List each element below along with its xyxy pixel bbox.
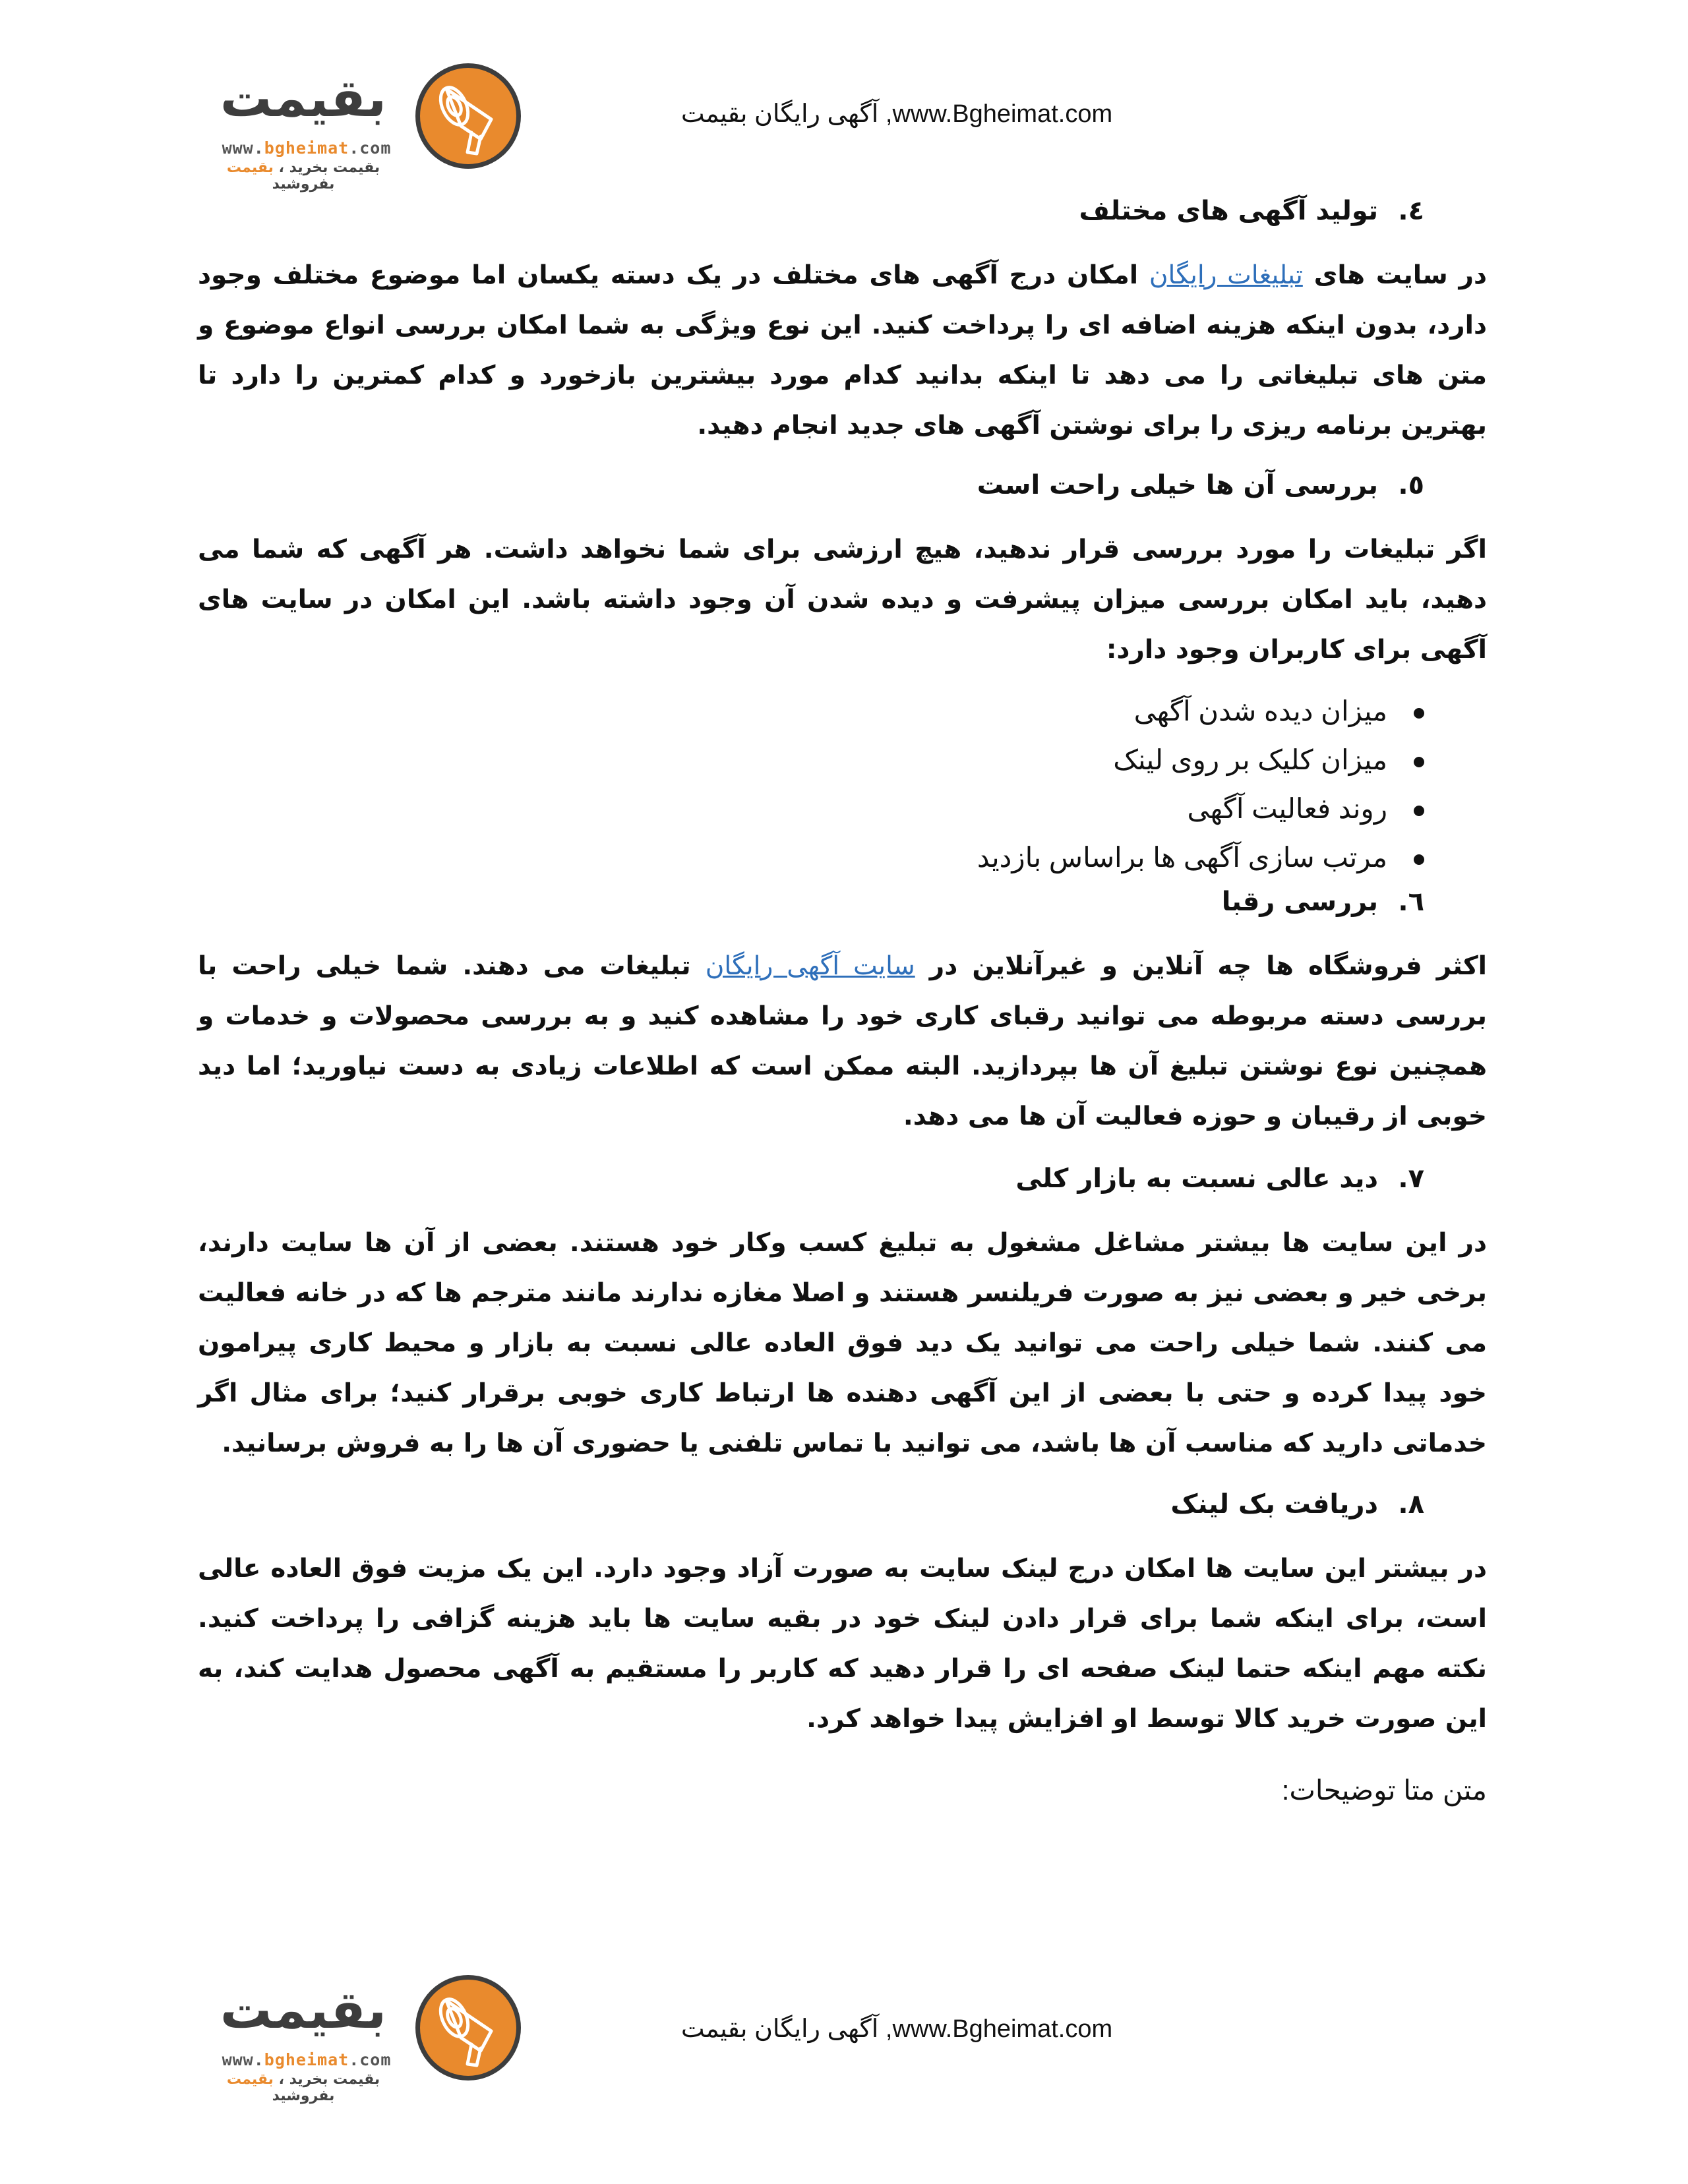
section-number: ٥.: [1398, 470, 1424, 500]
section-title: دریافت بک لینک: [1170, 1489, 1378, 1520]
logo-url: [204, 2050, 409, 2069]
section-heading: [198, 1485, 1487, 1524]
logo-wordmark: بقیمت: [220, 1981, 387, 2040]
slogan-accent: بقیمت: [226, 160, 274, 176]
section-number: ٤.: [1398, 196, 1424, 226]
logo-url-accent: bgheimat: [264, 138, 349, 158]
bullet-icon: [1414, 854, 1424, 865]
bullet-icon: [1414, 708, 1424, 719]
document-body: [198, 191, 1487, 1810]
slogan-part: بقیمت بخرید ،: [273, 160, 380, 176]
megaphone-icon: [415, 63, 521, 169]
section-heading: [198, 191, 1487, 231]
slogan-part: بفروشید: [272, 2088, 335, 2104]
section-number: ٨.: [1398, 1489, 1424, 1520]
slogan-part: بقیمت بخرید ،: [273, 2071, 380, 2088]
list-item-text: مرتب سازی آگهی ها براساس بازدید: [977, 842, 1387, 873]
meta-description-label: متن متا توضیحات:: [1281, 1775, 1487, 1806]
bullet-icon: [1414, 757, 1424, 767]
free-ad-site-link[interactable]: سایت آگهی رایگان: [705, 951, 915, 981]
logo-url-prefix: www.: [222, 2050, 264, 2069]
page-footer: [0, 1958, 1688, 2103]
section-heading: [198, 465, 1487, 505]
section-title: بررسی رقبا: [1221, 887, 1378, 917]
footer-text: www.Bgheimat.com, آگهی رایگان بقیمت: [680, 2015, 1113, 2043]
section-number: ٦.: [1398, 887, 1424, 917]
section-title: بررسی آن ها خیلی راحت است: [977, 470, 1378, 500]
list-item-text: روند فعالیت آگهی: [1187, 793, 1387, 824]
logo-wordmark: بقیمت: [220, 69, 387, 129]
list-item: [198, 833, 1424, 882]
section-heading: [198, 1159, 1487, 1198]
logo-slogan: [198, 2071, 409, 2104]
section-paragraph: در بیشتر این سایت ها امکان درج لینک سایت به صورت آزاد وجود دارد. این یک مزیت فوق العاده عالی است، برای اینکه شما برای قرار دادن لینک خود در بقیه سایت ها باید هزینه گزافی را پرداخت کنید. نکته مهم اینکه حتما لینک صفحه ای را قرار دهید که کاربر را مستقیم به آگهی محصول هدایت کند، به این صورت خرید کالا توسط او افزایش پیدا خواهد کرد.: [198, 1554, 1487, 1734]
logo-url-suffix: .com: [349, 138, 392, 158]
brand-logo[interactable]: [198, 1971, 521, 2103]
paragraph-text: امکان درج آگهی های مختلف در یک دسته یکسان اما موضوع مختلف وجود دارد، بدون اینکه هزینه اضافه ای را پرداخت کنید. این نوع ویژگی به شما امکان بررسی انواع موضوع و متن های تبلیغاتی را می دهد تا اینکه بدانید کدام مورد بیشترین بازخورد و کدام کمترین را دارد تا بهترین برنامه ریزی را برای نوشتن آگهی های جدید انجام دهید.: [198, 260, 1487, 440]
slogan-accent: بقیمت: [226, 2071, 274, 2088]
page-header: [0, 53, 1688, 198]
section-heading: [198, 882, 1487, 922]
section-number: ٧.: [1398, 1164, 1424, 1194]
logo-url-accent: bgheimat: [264, 2050, 349, 2069]
brand-logo[interactable]: [198, 59, 521, 191]
logo-url-suffix: .com: [349, 2050, 392, 2069]
list-item: [198, 784, 1424, 833]
logo-url: [204, 138, 409, 158]
paragraph-text: در سایت های: [1302, 260, 1487, 290]
slogan-part: بفروشید: [272, 176, 335, 192]
list-item-text: میزان دیده شدن آگهی: [1133, 695, 1387, 726]
bullet-icon: [1414, 806, 1424, 816]
section-paragraph: اگر تبلیغات را مورد بررسی قرار ندهید، هیچ ارزشی برای شما نخواهد داشت. هر آگهی که شما می دهید، باید امکان بررسی میزان پیشرفت و دیده شدن آن وجود داشته باشد. این امکان در سایت های آگهی برای کاربران وجود دارد:: [198, 535, 1487, 664]
logo-slogan: [198, 160, 409, 192]
section-paragraph: [198, 941, 1487, 1142]
section-paragraph: در این سایت ها بیشتر مشاغل مشغول به تبلیغ کسب وکار خود هستند. بعضی از آن ها سایت دارند، برخی خیر و بعضی نیز به صورت فریلنسر هستند و اصلا مغازه ندارند مانند مترجم ها که در خانه فعالیت می کنند. شما خیلی راحت می توانید یک دید فوق العاده عالی نسبت به بازار و محیط کاری پیرامون خود پیدا کرده و حتی با بعضی از این آگهی دهنده ها ارتباط کاری خوبی برقرار کنید؛ برای مثال اگر خدماتی دارید که مناسب آن ها باشد، می توانید با تماس تلفنی یا حضوری آن ها را به فروش برسانید.: [198, 1228, 1487, 1458]
list-item: [198, 687, 1424, 736]
megaphone-icon: [415, 1975, 521, 2081]
section-paragraph: [198, 251, 1487, 451]
free-ads-link[interactable]: تبلیغات رایگان: [1149, 260, 1303, 290]
paragraph-text: تبلیغات می دهند. شما خیلی راحت با بررسی دسته مربوطه می توانید رقبای کاری خود را مشاهده کنید و به بررسی محصولات و خدمات و همچنین نوع نوشتن تبلیغ آن ها بپردازید. البته ممکن است که اطلاعات زیادی به دست نیاورید؛ اما دید خوبی از رقیبان و حوزه فعالیت آن ها می دهد.: [198, 951, 1487, 1131]
section-title: دید عالی نسبت به بازار کلی: [1015, 1164, 1378, 1194]
list-item-text: میزان کلیک بر روی لینک: [1113, 744, 1387, 775]
bullet-list: [198, 687, 1487, 882]
list-item: [198, 736, 1424, 784]
section-title: تولید آگهی های مختلف: [1079, 196, 1378, 226]
header-text: www.Bgheimat.com, آگهی رایگان بقیمت: [680, 100, 1113, 128]
paragraph-text: اکثر فروشگاه ها چه آنلاین و غیرآنلاین در: [915, 951, 1487, 981]
logo-url-prefix: www.: [222, 138, 264, 158]
